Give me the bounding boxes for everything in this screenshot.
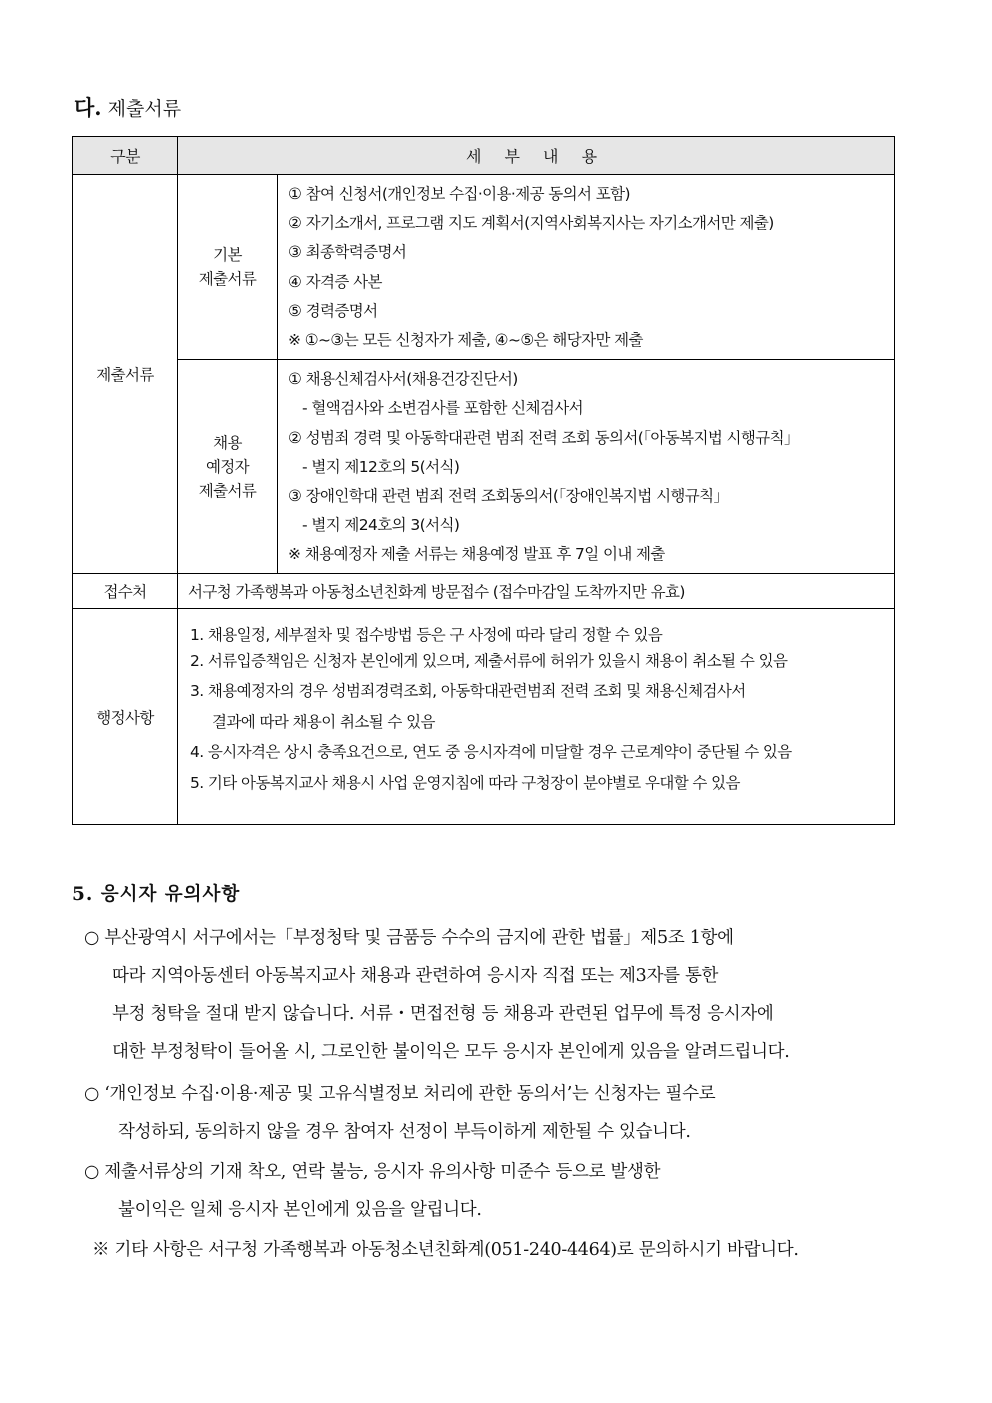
list-item: 5. 기타 아동복지교사 채용시 사업 운영지침에 따라 구청장이 분야별로 우대할 수 있음 xyxy=(190,773,740,792)
list-item: ※ 채용예정자 제출 서류는 채용예정 발표 후 7일 이내 제출 xyxy=(288,545,665,564)
list-item: - 혈액검사와 소변검사를 포함한 신체검사서 xyxy=(302,399,584,418)
hire-label-line: 예정자 xyxy=(205,457,250,476)
list-item: 결과에 따라 채용이 취소될 수 있음 xyxy=(212,712,435,731)
hire-docs-label xyxy=(178,360,278,574)
header-details: 세 부 내 용 xyxy=(178,137,895,175)
basic-label-line: 기본 xyxy=(213,246,242,265)
notice-line: 불이익은 일체 응시자 본인에게 있음을 알립니다. xyxy=(118,1200,482,1220)
table-header-row xyxy=(73,137,895,175)
list-item: ③ 장애인학대 관련 범죄 전력 조회동의서(「장애인복지법 시행규칙」 xyxy=(288,486,729,505)
list-item: ⑤ 경력증명서 xyxy=(288,301,378,320)
section5-title: 5. 응시자 유의사항 xyxy=(72,884,241,905)
table-row xyxy=(73,609,895,825)
basic-docs-list xyxy=(278,175,895,360)
list-item: 2. 서류입증책임은 신청자 본인에게 있으며, 제출서류에 허위가 있을시 채용이 취소될 수 있음 xyxy=(190,651,788,670)
notice-line: ○ 부산광역시 서구에서는「부정청탁 및 금품등 수수의 금지에 관한 법률」제5조 1항에 xyxy=(84,928,734,948)
list-item: ③ 최종학력증명서 xyxy=(288,243,407,262)
list-item: ① 참여 신청서(개인정보 수집·이용·제공 동의서 포함) xyxy=(288,185,630,203)
section-title: 제출서류 xyxy=(107,98,182,120)
receipt-label: 접수처 xyxy=(73,574,178,609)
admin-list xyxy=(178,609,895,825)
list-item: ④ 자격증 사본 xyxy=(288,272,382,291)
list-item: 1. 채용일정, 세부절차 및 접수방법 등은 구 사정에 따라 달리 정할 수 있음 xyxy=(190,626,663,645)
notice-line: ○ 제출서류상의 기재 착오, 연락 불능, 응시자 유의사항 미준수 등으로 발생한 xyxy=(84,1162,661,1182)
section-marker: 다. xyxy=(74,95,102,120)
list-item: ② 성범죄 경력 및 아동학대관련 범죄 전력 조회 동의서(「아동복지법 시행규칙」 xyxy=(288,428,799,447)
notice-line: 대한 부정청탁이 들어올 시, 그로인한 불이익은 모두 응시자 본인에게 있음을 알려드립니다. xyxy=(112,1042,790,1062)
header-category: 구분 xyxy=(73,137,178,175)
documents-table xyxy=(72,136,895,825)
list-item: - 별지 제24호의 3(서식) xyxy=(302,516,460,535)
list-item: - 별지 제12호의 5(서식) xyxy=(302,457,460,476)
table-row xyxy=(73,360,895,574)
admin-label: 행정사항 xyxy=(73,609,178,825)
hire-label-line: 채용 xyxy=(213,433,242,452)
submit-docs-label: 제출서류 xyxy=(73,175,178,574)
table-row xyxy=(73,574,895,609)
notice-line: 부정 청탁을 절대 받지 않습니다. 서류・면접전형 등 채용과 관련된 업무에 특정 응시자에 xyxy=(112,1004,774,1024)
list-item: 4. 응시자격은 상시 충족요건으로, 연도 중 응시자격에 미달할 경우 근로계약이 중단될 수 있음 xyxy=(190,743,792,762)
list-item: ② 자기소개서, 프로그램 지도 계획서(지역사회복지사는 자기소개서만 제출) xyxy=(288,214,774,233)
hire-label-line: 제출서류 xyxy=(198,481,257,500)
table-row xyxy=(73,175,895,360)
list-item: ※ ①~③는 모든 신청자가 제출, ④~⑤은 해당자만 제출 xyxy=(288,330,643,349)
list-item: ① 채용신체검사서(채용건강진단서) xyxy=(288,370,518,389)
list-item: 3. 채용예정자의 경우 성범죄경력조회, 아동학대관련범죄 전력 조회 및 채용신체검사서 xyxy=(190,682,746,701)
notice-line: 작성하되, 동의하지 않을 경우 참여자 선정이 부득이하게 제한될 수 있습니다. xyxy=(118,1122,691,1142)
notice-line: ※ 기타 사항은 서구청 가족행복과 아동청소년친화계(051-240-4464)로 문의하시기 바랍니다. xyxy=(92,1240,799,1260)
receipt-content: 서구청 가족행복과 아동청소년친화계 방문접수 (접수마감일 도착까지만 유효) xyxy=(178,574,895,609)
notice-line: 따라 지역아동센터 아동복지교사 채용과 관련하여 응시자 직접 또는 제3자를 통한 xyxy=(112,966,719,986)
basic-label-line: 제출서류 xyxy=(198,270,257,289)
notice-line: ○ ‘개인정보 수집·이용·제공 및 고유식별정보 처리에 관한 동의서’는 신청자는 필수로 xyxy=(84,1084,716,1104)
basic-docs-label xyxy=(178,175,278,360)
section-heading-documents xyxy=(74,92,181,122)
hire-docs-list xyxy=(278,360,895,574)
